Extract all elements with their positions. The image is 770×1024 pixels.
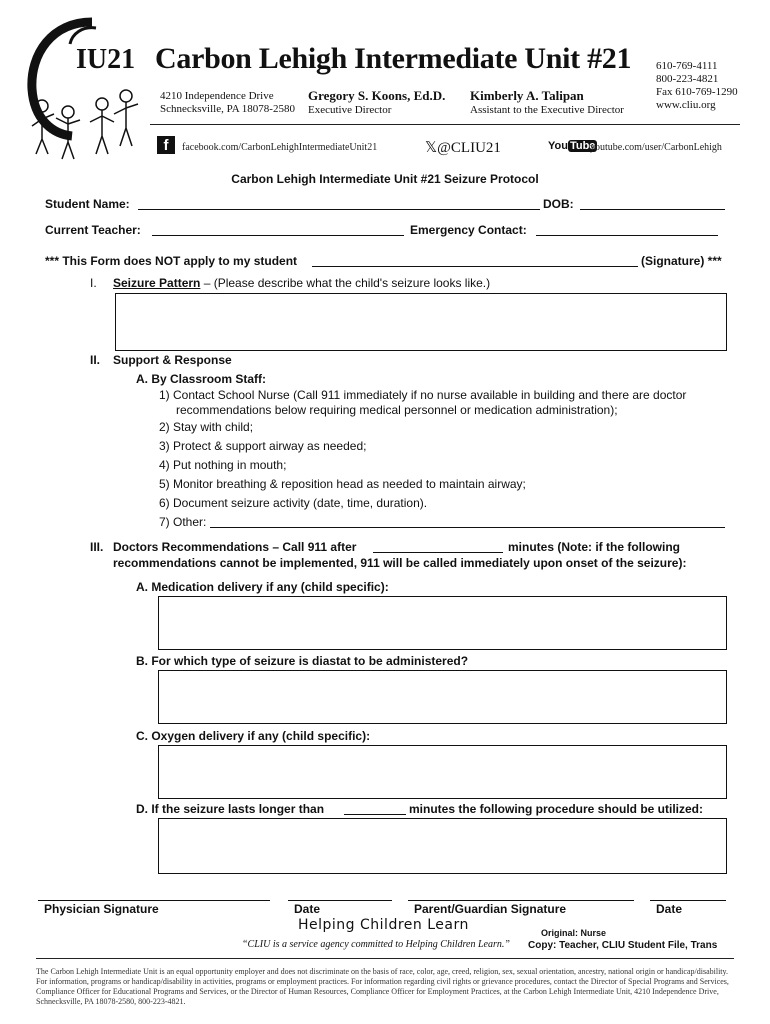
- parent-signature-label: Parent/Guardian Signature: [414, 902, 567, 916]
- oxygen-box[interactable]: [158, 745, 727, 799]
- teacher-label: Current Teacher:: [45, 223, 141, 237]
- student-name-field[interactable]: [138, 209, 540, 210]
- assistant-name: Kimberly A. Talipan: [470, 88, 584, 103]
- original-note: Original: Nurse: [541, 928, 607, 938]
- call-911-minutes-field[interactable]: [373, 552, 503, 553]
- address-line2: Schnecksville, PA 18078-2580: [160, 103, 295, 115]
- dob-label: DOB:: [543, 197, 574, 211]
- section2-sub-a: A. By Classroom Staff:: [136, 372, 267, 386]
- not-apply-signature-field[interactable]: [312, 266, 638, 267]
- medication-label: A. Medication delivery if any (child specific):: [136, 580, 389, 594]
- date2-label: Date: [656, 902, 683, 916]
- section2-number: II.: [90, 353, 101, 367]
- section3-line2: recommendations cannot be implemented, 911 will be called immediately upon onset of the seizure):: [113, 556, 687, 570]
- director-name: Gregory S. Koons, Ed.D.: [308, 88, 446, 103]
- header-divider: [150, 124, 740, 125]
- emergency-field[interactable]: [536, 235, 718, 236]
- medication-box[interactable]: [158, 596, 727, 650]
- other-field[interactable]: [210, 527, 725, 528]
- procedure-box[interactable]: [158, 818, 727, 874]
- x-link[interactable]: [425, 138, 501, 157]
- not-apply-label: *** This Form does NOT apply to my student: [45, 254, 298, 268]
- copy-note: Copy: Teacher, CLIU Student File, Trans: [528, 940, 718, 951]
- diastat-box[interactable]: [158, 670, 727, 724]
- signature-label: (Signature) ***: [641, 254, 722, 268]
- section3-number: III.: [90, 540, 104, 554]
- physician-signature-label: Physician Signature: [44, 902, 159, 916]
- parent-signature-line[interactable]: [408, 900, 634, 901]
- diastat-label: B. For which type of seizure is diastat to be administered?: [136, 654, 469, 668]
- response-item-7: 7) Other:: [159, 515, 207, 529]
- duration-minutes-field[interactable]: [344, 814, 406, 815]
- response-item-5: 5) Monitor breathing & reposition head as needed to maintain airway;: [159, 477, 526, 491]
- date2-line[interactable]: [650, 900, 726, 901]
- oxygen-label: C. Oxygen delivery if any (child specific):: [136, 729, 371, 743]
- logo-text: IU21: [76, 44, 136, 75]
- section2-title: Support & Response: [113, 353, 232, 367]
- facebook-icon: f: [157, 136, 175, 154]
- address: [160, 90, 295, 116]
- response-item-2: 2) Stay with child;: [159, 420, 254, 434]
- director-block: [308, 88, 445, 117]
- physician-signature-line[interactable]: [38, 900, 270, 901]
- emergency-label: Emergency Contact:: [410, 223, 527, 237]
- youtube-icon: You Tube: [548, 140, 596, 152]
- phone2: 800-223-4821: [656, 73, 719, 85]
- tagline: Helping Children Learn: [298, 917, 469, 933]
- org-title: Carbon Lehigh Intermediate Unit #21: [155, 42, 632, 75]
- response-item-1: 1) Contact School Nurse (Call 911 immediately if no nurse available in building and there are doctor: [159, 388, 687, 402]
- response-item-1-cont: recommendations below requiring medical personnel or medication administration);: [176, 403, 618, 417]
- phone1: 610-769-4111: [656, 60, 718, 72]
- date1-line[interactable]: [288, 900, 392, 901]
- fax: Fax 610-769-1290: [656, 86, 738, 98]
- x-handle: @CLIU21: [437, 140, 501, 156]
- duration-label-b: minutes the following procedure should be utilized:: [409, 802, 704, 816]
- youtube-link[interactable]: youtube.com/user/CarbonLehigh: [590, 142, 722, 153]
- seizure-pattern-box[interactable]: [115, 293, 727, 351]
- date1-label: Date: [294, 902, 321, 916]
- student-name-label: Student Name:: [45, 197, 130, 211]
- teacher-field[interactable]: [152, 235, 404, 236]
- section3-line1-a: Doctors Recommendations – Call 911 after: [113, 540, 357, 554]
- motto: “CLIU is a service agency committed to Helping Children Learn.”: [242, 939, 510, 950]
- response-item-6: 6) Document seizure activity (date, time, duration).: [159, 496, 428, 510]
- duration-label-a: D. If the seizure lasts longer than: [136, 802, 325, 816]
- facebook-link[interactable]: facebook.com/CarbonLehighIntermediateUnit21: [182, 142, 378, 153]
- section1-heading: Seizure Pattern – (Please describe what the child's seizure looks like.): [113, 276, 491, 290]
- footer-disclaimer: The Carbon Lehigh Intermediate Unit is an equal opportunity employer and does not discriminate on the basis of race, color, age, creed, religion, sex, sexual orientation, ancestry, national origin or handicap/disability. For information, programs or handicap/disability in activities, programs or employment practices. For information regarding civil rights or grievance procedures, contact the Director of Special Programs and Services, Compliance Officer for Educational Programs and Services, or the Director of Human Resources, Compliance Officer for Employment Practices, at the Carbon Lehigh Intermediate Unit, 4210 Independence Drive, Schnecksville, PA 18078-2580, 800-223-4821.: [36, 967, 729, 1006]
- response-item-3: 3) Protect & support airway as needed;: [159, 439, 367, 453]
- director-title: Executive Director: [308, 104, 392, 116]
- dob-field[interactable]: [580, 209, 725, 210]
- section1-number: I.: [90, 276, 97, 290]
- response-item-4: 4) Put nothing in mouth;: [159, 458, 287, 472]
- address-line1: 4210 Independence Drive: [160, 90, 274, 102]
- cliu-logo: [22, 14, 150, 164]
- footer-divider: [36, 958, 734, 959]
- website[interactable]: www.cliu.org: [656, 99, 716, 111]
- section3-line1-b: minutes (Note: if the following: [508, 540, 680, 554]
- assistant-block: [470, 88, 624, 117]
- contact-block: [656, 60, 738, 112]
- form-title: Carbon Lehigh Intermediate Unit #21 Seizure Protocol: [231, 172, 539, 186]
- assistant-title: Assistant to the Executive Director: [470, 104, 624, 116]
- x-icon: 𝕏: [425, 140, 438, 156]
